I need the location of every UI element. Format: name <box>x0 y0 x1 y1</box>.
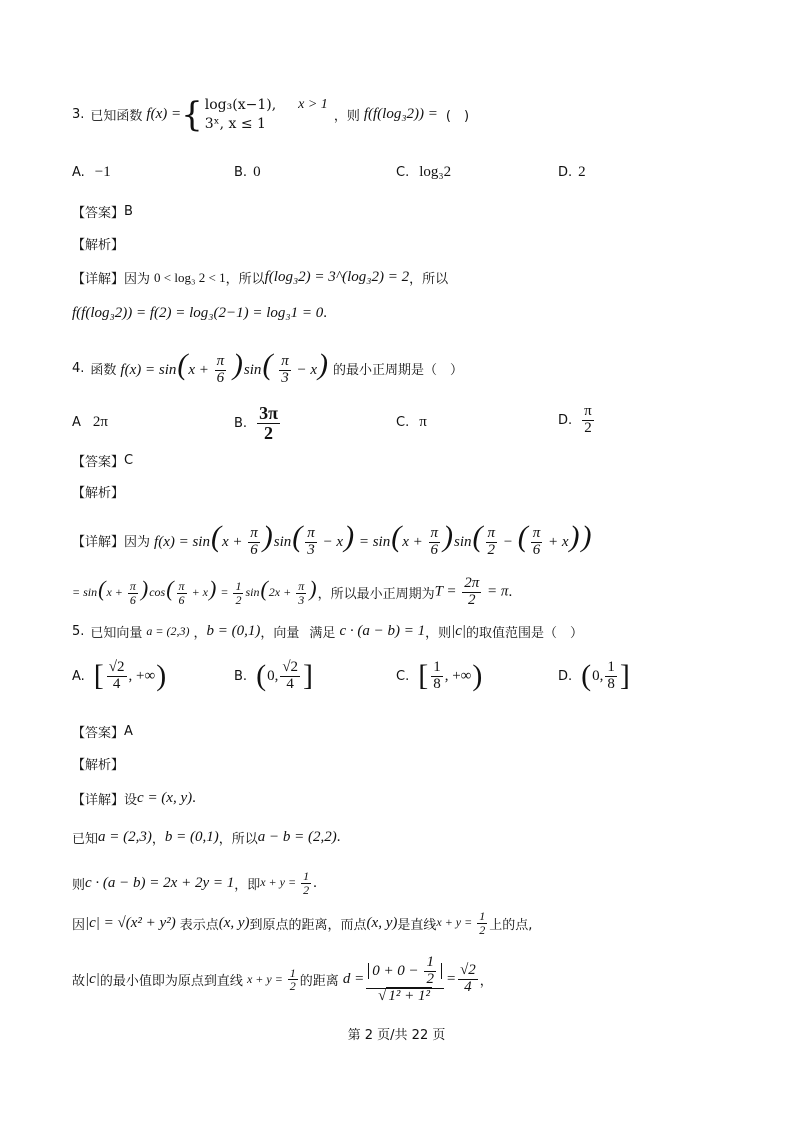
q5-detail-2: 已知 a = (2,3) ， b = (0,1) ，所以 a − b = (2,2) . <box>72 829 341 847</box>
q3-analysis-tag: 【解析】 <box>72 238 125 253</box>
q4-detail-1: 【详解】 因为 f(x) = sin(x + $\frac{\pi}{6}$ )sin( $\frac{\pi}{3}$ − x) = sin(x + $\frac{\pi}{6}$ )sin( $\frac{\pi}{2}$ − ( $\frac{\pi}{6}$ + x)) <box>72 520 592 559</box>
q5-option-c: C. [ $\frac{1}{8}$ , +∞ ) <box>396 659 483 693</box>
q4-answer: 【答案】 C <box>72 453 134 470</box>
q3-number: 3. <box>72 107 85 123</box>
q4-number: 4. <box>72 360 85 376</box>
q5-detail-4: 因 |c| = √(x² + y²) 表示点 (x, y) 到原点的距离，而点 (x, y) 是直线 x + y = $\frac{1}{2}$ 上的点, <box>72 909 533 937</box>
page-footer: 第 2 页/共 22 页 <box>347 1028 446 1043</box>
q3-cases <box>205 96 328 134</box>
q5-number: 5. <box>72 624 85 639</box>
q3-option-c: C. log₃2 <box>396 164 452 180</box>
q5-option-b: B. ( 0, $\frac{√2}{4}$ ] <box>234 659 314 693</box>
q3-brace: { <box>181 94 203 135</box>
q3-case1-cond: x > 1 <box>298 97 328 112</box>
q3-detail-1: 【详解】 因为 0 < log₃ 2 < 1 ，所以 f(log₃2) = 3^(log₃2) = 2 ，所以 <box>72 269 449 287</box>
q3-option-a: A. −1 <box>72 164 111 180</box>
q5-detail-3: 则 c · (a − b) = 2x + 2y = 1 ，即 x + y = $\frac{1}{2}$ . <box>72 869 317 897</box>
q5-stem: 5. 已知向量 a = (2,3) ， b = (0,1) ，向量 满足 c · (a − b) = 1 ，则 |c| 的取值范围是（ ） <box>72 623 584 641</box>
q3-option-d: D. 2 <box>558 164 586 180</box>
q3-answer: 【答案】 B <box>72 204 133 221</box>
q3-stem <box>72 96 469 134</box>
q5-detail-1: 【详解】 设 c = (x, y) . <box>72 790 196 808</box>
q5-option-a: A. [ $\frac{√2}{4}$ , +∞ ) <box>72 659 167 693</box>
q4-option-c: C. π <box>396 414 427 430</box>
q5-option-d: D. ( 0, $\frac{1}{8}$ ] <box>558 659 630 693</box>
q3-intro: 已知函数 <box>90 109 143 125</box>
q3-option-b: B. 0 <box>234 164 261 180</box>
q4-analysis-tag: 【解析】 <box>72 486 125 501</box>
q3-blank: ( ) <box>445 109 470 125</box>
q3-answer-value: B <box>124 204 133 219</box>
q5-answer-value: A <box>124 724 133 739</box>
q4-option-a: A 2π <box>72 414 108 430</box>
q4-detail-2: = sin(x + $\frac{\pi}{6}$ )cos( $\frac{\pi}{6}$ + x) = $\frac{1}{2}$ sin(2x + $\frac{\pi}{3}$ ) ，所以最小正周期为 T = $\frac{2\pi}{2}$ = π . <box>72 575 513 608</box>
q3-fx: f(x) = <box>146 106 182 123</box>
q4-expr: f(x) = sin(x + $\frac{\pi}{6}$ )sin( $\frac{\pi}{3}$ − x) <box>120 348 328 387</box>
q4-option-d: D. $\frac{\pi}{2}$ <box>558 403 592 436</box>
q3-then: ，则 <box>333 109 360 125</box>
q5-detail-5: 故 |c| 的最小值即为原点到直线 x + y = $\frac{1}{2}$ 的距离 d = 0 + 0 − $\frac{1}{2}$ √ 1² + 1² = $\frac{√2}{4}$ ， <box>72 954 493 1004</box>
q4-answer-value: C <box>124 453 134 468</box>
q4-option-b: B. $\frac{3\pi}{2}$ <box>234 403 278 443</box>
q3-case2-expr: 3ˣ, x ≤ 1 <box>204 115 266 132</box>
q5-analysis-tag: 【解析】 <box>72 758 125 773</box>
q3-detail-2: f(f(log₃2)) = f(2) = log₃(2−1) = log₃1 = 0 . <box>72 305 327 321</box>
q3-case1-expr: log₃(x−1), <box>204 97 277 113</box>
q4-stem: 4. 函数 f(x) = sin(x + $\frac{\pi}{6}$ )sin( $\frac{\pi}{3}$ − x) 的最小正周期是（ ） <box>72 348 463 387</box>
q3-ask: f(f(log₃2)) = <box>363 106 438 123</box>
q5-answer: 【答案】 A <box>72 724 133 741</box>
